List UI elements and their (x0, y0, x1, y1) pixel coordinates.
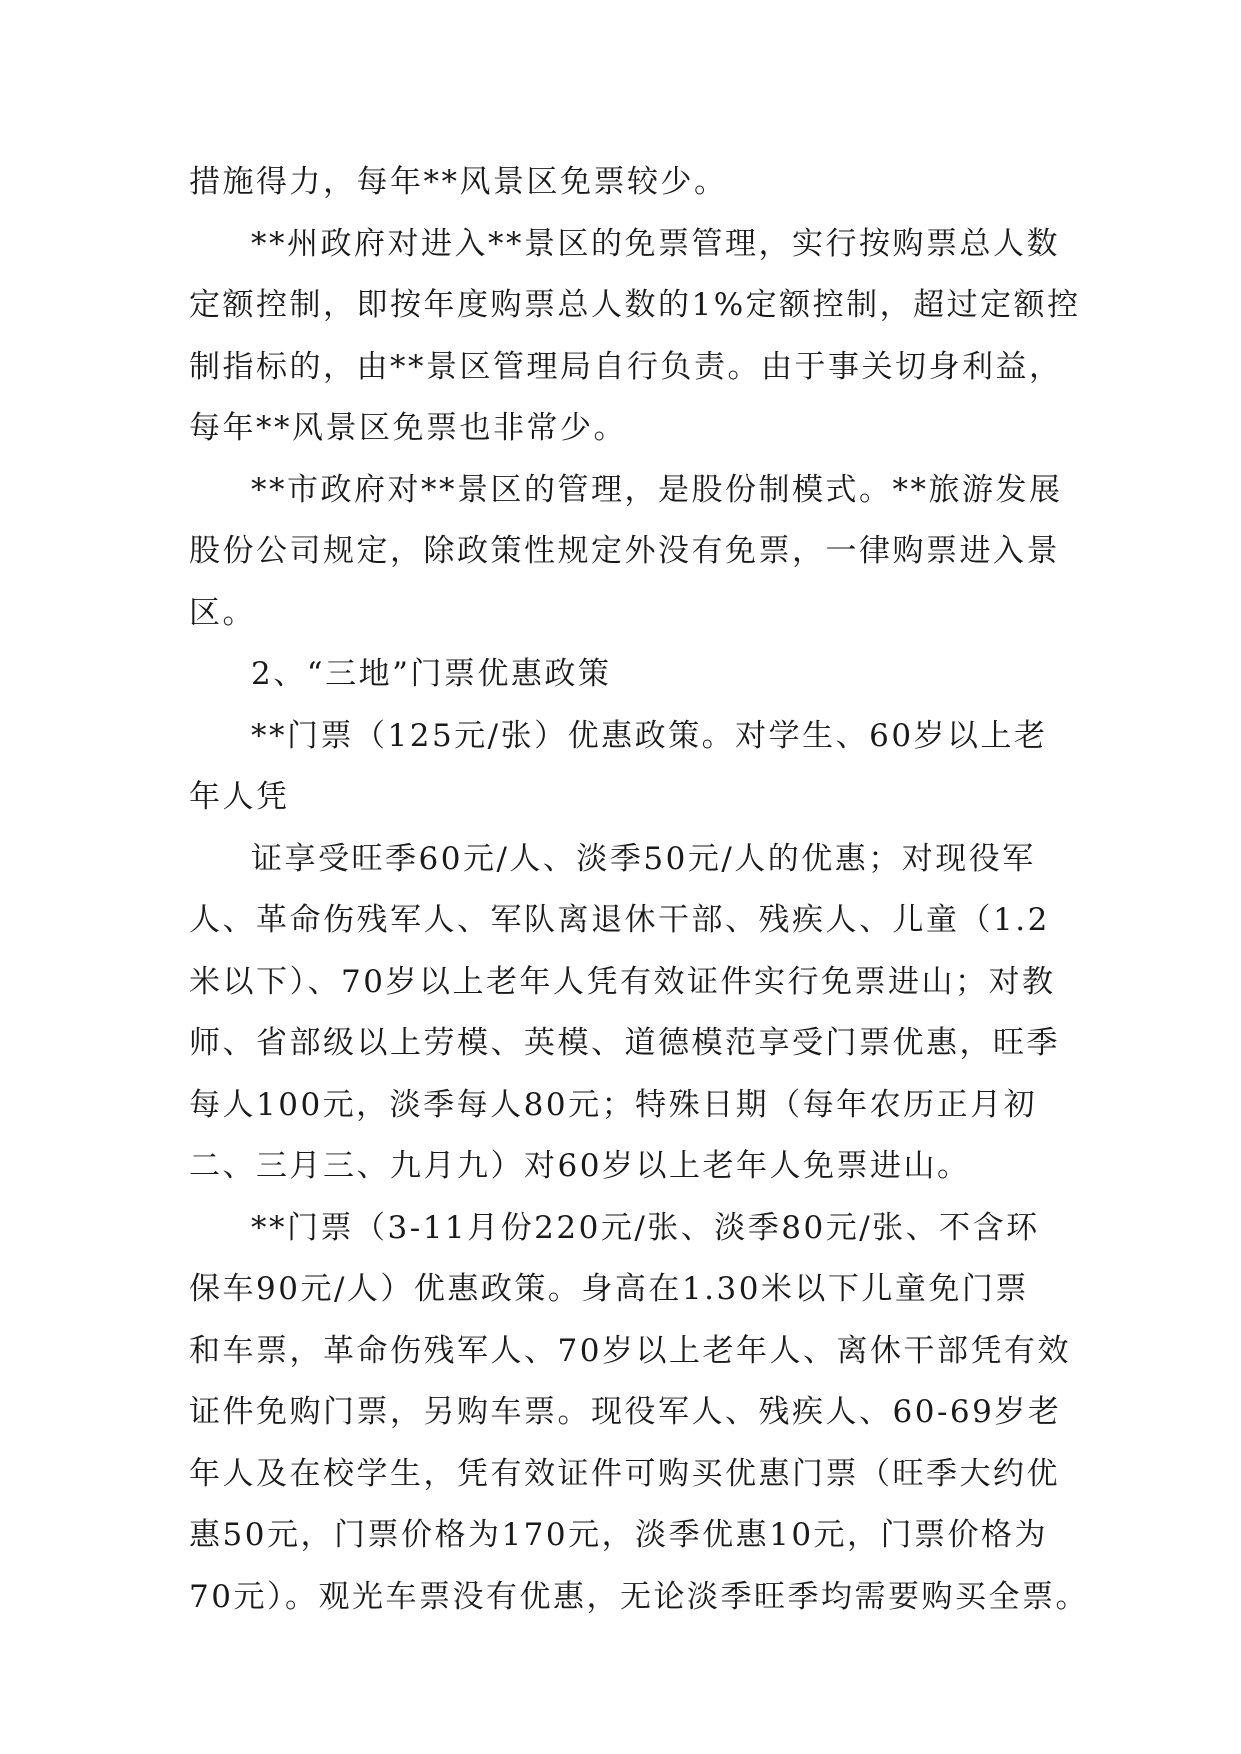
text-line: 证件免购门票，另购车票。现役军人、残疾人、60-69岁老 (189, 1394, 1062, 1430)
text-line: 惠50元，门票价格为170元，淡季优惠10元，门票价格为 (189, 1517, 1049, 1553)
text-line: 70元）。观光车票没有优惠，无论淡季旺季均需要购买全票。 (189, 1578, 1089, 1615)
text-line: 米以下）、70岁以上老年人凭有效证件实行免票进山；对教 (189, 963, 1056, 1000)
text-line: 保车90元/人）优惠政策。身高在1.30米以下儿童免门票 (189, 1271, 1029, 1307)
text-line: 每年**风景区免票也非常少。 (189, 410, 627, 446)
text-line: **门票（125元/张）优惠政策。对学生、60岁以上老 (251, 717, 1048, 754)
text-line: **市政府对**景区的管理，是股份制模式。**旅游发展 (251, 471, 1063, 508)
text-line: 年人及在校学生，凭有效证件可购买优惠门票（旺季大约优 (189, 1455, 1060, 1492)
text-line: 区。 (189, 594, 256, 631)
document-body (189, 152, 1089, 1628)
text-line: 年人凭 (189, 779, 290, 815)
text-line: 定额控制，即按年度购票总人数的1%定额控制，超过定额控 (189, 287, 1081, 323)
text-line: 二、三月三、九月九）对60岁以上老年人免票进山。 (189, 1148, 971, 1184)
text-line: 制指标的，由**景区管理局自行负责。由于事关切身利益， (189, 348, 1063, 385)
text-line: 证享受旺季60元/人、淡季50元/人的优惠；对现役军 (251, 840, 1036, 877)
text-line: 2、“三地”门票优惠政策 (251, 656, 612, 692)
text-line: **门票（3-11月份220元/张、淡季80元/张、不含环 (251, 1209, 1040, 1246)
text-line: 师、省部级以上劳模、英模、道德模范享受门票优惠，旺季 (189, 1025, 1060, 1061)
text-line: 每人100元，淡季每人80元；特殊日期（每年农历正月初 (189, 1086, 1038, 1123)
text-line: **州政府对进入**景区的免票管理，实行按购票总人数 (251, 225, 1060, 262)
text-line: 股份公司规定，除政策性规定外没有免票，一律购票进入景 (189, 533, 1060, 569)
text-line: 措施得力，每年**风景区免票较少。 (189, 164, 728, 200)
text-line: 和车票，革命伤残军人、70岁以上老年人、离休干部凭有效 (189, 1332, 1071, 1369)
text-line: 人、革命伤残军人、军队离退休干部、残疾人、儿童（1.2 (189, 902, 1050, 938)
